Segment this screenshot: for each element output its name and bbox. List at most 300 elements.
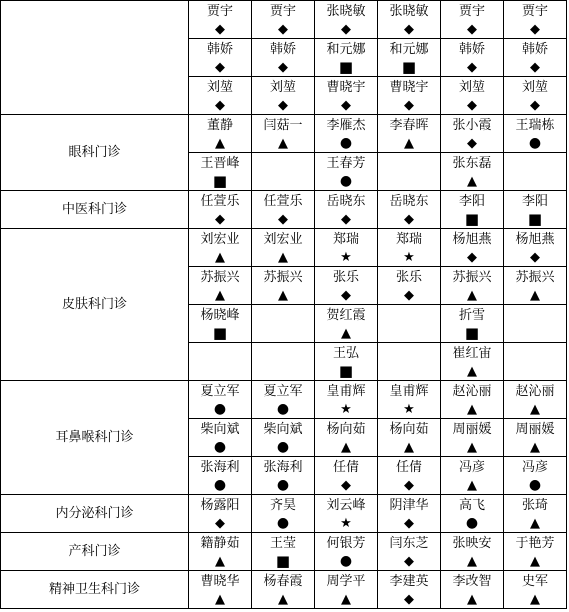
doctor-name: 李建英 (389, 574, 429, 589)
empty-icon (252, 363, 314, 380)
diamond-icon: ◆ (404, 516, 414, 531)
doctor-name: 苏振兴 (452, 270, 492, 285)
doctor-name: 王春芳 (326, 156, 366, 171)
doctor-name (504, 153, 566, 173)
triangle-icon: ▲ (404, 136, 414, 151)
doctor-cell (504, 495, 567, 533)
diamond-icon: ◆ (404, 554, 414, 569)
doctor-cell (378, 229, 441, 267)
empty-icon (378, 173, 440, 190)
doctor-name: 冯彦 (521, 460, 548, 475)
schedule-body (1, 1, 567, 609)
empty-icon (504, 363, 566, 380)
triangle-icon: ▲ (341, 326, 351, 341)
doctor-name: 周丽媛 (452, 422, 492, 437)
doctor-cell (378, 495, 441, 533)
doctor-cell (189, 77, 252, 115)
doctor-cell (441, 571, 504, 609)
doctor-cell (504, 533, 567, 571)
doctor-name: 韩娇 (458, 42, 485, 57)
doctor-name: 苏振兴 (515, 270, 555, 285)
doctor-cell (378, 571, 441, 609)
doctor-cell (378, 343, 441, 381)
doctor-cell (189, 115, 252, 153)
doctor-cell (504, 267, 567, 305)
doctor-name: 张晓敏 (326, 4, 366, 19)
triangle-icon: ▲ (341, 592, 351, 607)
doctor-name: 曹晓宇 (389, 80, 429, 95)
doctor-cell (504, 153, 567, 191)
circle-icon: ● (276, 477, 290, 493)
doctor-name: 皇甫辉 (326, 384, 366, 399)
doctor-name: 张乐 (332, 270, 359, 285)
diamond-icon: ◆ (530, 98, 540, 113)
doctor-cell (378, 381, 441, 419)
doctor-cell (252, 305, 315, 343)
diamond-icon: ◆ (278, 212, 288, 227)
doctor-cell (252, 191, 315, 229)
doctor-cell (378, 419, 441, 457)
doctor-cell (315, 267, 378, 305)
doctor-name: 任萱乐 (200, 194, 240, 209)
doctor-cell (315, 191, 378, 229)
doctor-name (378, 153, 440, 173)
doctor-cell (504, 1, 567, 39)
doctor-cell (315, 153, 378, 191)
triangle-icon: ▲ (278, 592, 288, 607)
square-icon: ■ (401, 58, 417, 76)
doctor-name: 夏立军 (200, 384, 240, 399)
diamond-icon: ◆ (341, 212, 351, 227)
doctor-cell (252, 39, 315, 77)
doctor-name: 任倩 (395, 460, 422, 475)
doctor-name: 张小霞 (452, 118, 492, 133)
triangle-icon: ▲ (530, 288, 540, 303)
doctor-cell (189, 343, 252, 381)
table-row (1, 1, 567, 39)
star-icon: ★ (340, 402, 352, 417)
doctor-cell (378, 1, 441, 39)
doctor-cell (315, 533, 378, 571)
doctor-cell (252, 343, 315, 381)
table-row (1, 495, 567, 533)
doctor-name: 郑瑞 (332, 232, 359, 247)
triangle-icon: ▲ (467, 174, 477, 189)
doctor-name: 杨晓峰 (200, 308, 240, 323)
diamond-icon: ◆ (467, 98, 477, 113)
diamond-icon: ◆ (530, 60, 540, 75)
diamond-icon: ◆ (341, 22, 351, 37)
doctor-name: 郑瑞 (395, 232, 422, 247)
triangle-icon: ▲ (278, 136, 288, 151)
square-icon: ■ (338, 58, 354, 76)
doctor-name: 李阳 (521, 194, 548, 209)
diamond-icon: ◆ (215, 60, 225, 75)
empty-icon (378, 363, 440, 380)
triangle-icon: ▲ (215, 250, 225, 265)
doctor-name: 张晓敏 (389, 4, 429, 19)
doctor-cell (504, 305, 567, 343)
diamond-icon: ◆ (467, 136, 477, 151)
square-icon: ■ (464, 210, 480, 228)
department-cell: 精神卫生科门诊 (1, 571, 189, 609)
circle-icon: ● (213, 439, 227, 455)
doctor-cell (441, 533, 504, 571)
table-row (1, 533, 567, 571)
circle-icon: ● (339, 135, 353, 151)
doctor-name: 李春晖 (389, 118, 429, 133)
circle-icon: ● (339, 553, 353, 569)
doctor-name: 阴津华 (389, 498, 429, 513)
doctor-cell (252, 153, 315, 191)
department-cell: 耳鼻喉科门诊 (1, 381, 189, 495)
doctor-name: 苏振兴 (263, 270, 303, 285)
doctor-cell (441, 115, 504, 153)
doctor-name: 籍静茹 (200, 536, 240, 551)
doctor-name: 崔红宙 (452, 346, 492, 361)
doctor-name: 岳晓东 (326, 194, 366, 209)
doctor-cell (378, 115, 441, 153)
department-cell: 内分泌科门诊 (1, 495, 189, 533)
doctor-name: 张琦 (521, 498, 548, 513)
doctor-cell (252, 457, 315, 495)
doctor-cell (315, 1, 378, 39)
doctor-cell (315, 115, 378, 153)
doctor-name: 周丽媛 (515, 422, 555, 437)
doctor-name: 高飞 (458, 498, 485, 513)
doctor-cell (315, 343, 378, 381)
doctor-cell (252, 229, 315, 267)
triangle-icon: ▲ (215, 288, 225, 303)
diamond-icon: ◆ (278, 22, 288, 37)
doctor-name: 闫菇一 (263, 118, 303, 133)
doctor-name: 刘堃 (269, 80, 296, 95)
doctor-cell (504, 115, 567, 153)
doctor-cell (315, 39, 378, 77)
doctor-cell (504, 343, 567, 381)
star-icon: ★ (340, 516, 352, 531)
doctor-cell (252, 419, 315, 457)
circle-icon: ● (528, 135, 542, 151)
doctor-name: 王弘 (332, 346, 359, 361)
table-row (1, 115, 567, 153)
triangle-icon: ▲ (215, 592, 225, 607)
doctor-name: 王瑞栋 (515, 118, 555, 133)
doctor-cell (315, 77, 378, 115)
doctor-name (504, 343, 566, 363)
diamond-icon: ◆ (404, 98, 414, 113)
doctor-name: 李阳 (458, 194, 485, 209)
doctor-name: 冯彦 (458, 460, 485, 475)
doctor-cell (189, 571, 252, 609)
triangle-icon: ▲ (215, 136, 225, 151)
doctor-cell (378, 305, 441, 343)
doctor-cell (504, 381, 567, 419)
doctor-cell (441, 267, 504, 305)
table-row (1, 381, 567, 419)
doctor-name: 赵沁丽 (515, 384, 555, 399)
doctor-name: 史军 (521, 574, 548, 589)
doctor-name: 杨旭燕 (452, 232, 492, 247)
diamond-icon: ◆ (341, 288, 351, 303)
triangle-icon: ▲ (530, 592, 540, 607)
circle-icon: ● (276, 515, 290, 531)
star-icon: ★ (340, 250, 352, 265)
doctor-cell (378, 39, 441, 77)
doctor-cell (441, 229, 504, 267)
doctor-cell (441, 305, 504, 343)
doctor-cell (189, 381, 252, 419)
doctor-cell (378, 533, 441, 571)
doctor-cell (378, 77, 441, 115)
diamond-icon: ◆ (215, 516, 225, 531)
doctor-name: 韩娇 (521, 42, 548, 57)
triangle-icon: ▲ (530, 554, 540, 569)
doctor-name: 刘宏业 (200, 232, 240, 247)
triangle-icon: ▲ (467, 288, 477, 303)
doctor-cell (504, 77, 567, 115)
doctor-name: 曹晓华 (200, 574, 240, 589)
doctor-name: 杨露阳 (200, 498, 240, 513)
doctor-cell (189, 153, 252, 191)
diamond-icon: ◆ (404, 478, 414, 493)
doctor-name (504, 305, 566, 325)
doctor-name: 刘堃 (521, 80, 548, 95)
triangle-icon: ▲ (467, 402, 477, 417)
circle-icon: ● (276, 439, 290, 455)
table-row (1, 571, 567, 609)
doctor-name: 柴向斌 (263, 422, 303, 437)
doctor-name: 刘宏业 (263, 232, 303, 247)
diamond-icon: ◆ (215, 22, 225, 37)
doctor-name: 任萱乐 (263, 194, 303, 209)
table-row (1, 191, 567, 229)
doctor-name: 李雁杰 (326, 118, 366, 133)
doctor-name: 董静 (206, 118, 233, 133)
doctor-cell (252, 115, 315, 153)
doctor-cell (252, 381, 315, 419)
diamond-icon: ◆ (215, 212, 225, 227)
doctor-cell (252, 267, 315, 305)
triangle-icon: ▲ (467, 554, 477, 569)
doctor-cell (441, 153, 504, 191)
doctor-name (378, 305, 440, 325)
doctor-name (378, 343, 440, 363)
circle-icon: ● (465, 515, 479, 531)
doctor-name: 杨旭燕 (515, 232, 555, 247)
doctor-cell (189, 457, 252, 495)
doctor-name: 贺红霞 (326, 308, 366, 323)
doctor-cell (189, 39, 252, 77)
doctor-name: 刘云峰 (326, 498, 366, 513)
doctor-cell (189, 267, 252, 305)
square-icon: ■ (212, 172, 228, 190)
diamond-icon: ◆ (404, 592, 414, 607)
empty-icon (252, 325, 314, 342)
doctor-name: 李改智 (452, 574, 492, 589)
diamond-icon: ◆ (404, 22, 414, 37)
doctor-name: 刘堃 (206, 80, 233, 95)
doctor-cell (504, 191, 567, 229)
doctor-name: 柴向斌 (200, 422, 240, 437)
doctor-cell (378, 267, 441, 305)
doctor-name (252, 343, 314, 363)
doctor-name (252, 305, 314, 325)
doctor-cell (504, 39, 567, 77)
doctor-name: 张映安 (452, 536, 492, 551)
diamond-icon: ◆ (530, 250, 540, 265)
triangle-icon: ▲ (530, 516, 540, 531)
star-icon: ★ (403, 402, 415, 417)
doctor-name: 何银芳 (326, 536, 366, 551)
triangle-icon: ▲ (278, 288, 288, 303)
doctor-cell (189, 229, 252, 267)
doctor-cell (315, 495, 378, 533)
doctor-name (252, 153, 314, 173)
department-cell: 产科门诊 (1, 533, 189, 571)
table-row (1, 229, 567, 267)
doctor-cell (378, 457, 441, 495)
doctor-name: 贾宇 (521, 4, 548, 19)
circle-icon: ● (528, 477, 542, 493)
doctor-name: 和元娜 (326, 42, 366, 57)
square-icon: ■ (464, 324, 480, 342)
doctor-name: 皇甫辉 (389, 384, 429, 399)
doctor-name: 岳晓东 (389, 194, 429, 209)
doctor-name: 周学平 (326, 574, 366, 589)
doctor-cell (441, 39, 504, 77)
department-cell: 皮肤科门诊 (1, 229, 189, 381)
doctor-name: 张乐 (395, 270, 422, 285)
diamond-icon: ◆ (530, 22, 540, 37)
diamond-icon: ◆ (215, 98, 225, 113)
doctor-name: 贾宇 (458, 4, 485, 19)
empty-icon (504, 173, 566, 190)
doctor-name: 张东磊 (452, 156, 492, 171)
doctor-cell (504, 571, 567, 609)
doctor-cell (189, 495, 252, 533)
doctor-cell (252, 77, 315, 115)
doctor-cell (504, 229, 567, 267)
square-icon: ■ (338, 362, 354, 380)
doctor-cell (441, 381, 504, 419)
doctor-name: 杨向茹 (389, 422, 429, 437)
doctor-name: 韩娇 (269, 42, 296, 57)
doctor-name: 和元娜 (389, 42, 429, 57)
diamond-icon: ◆ (278, 98, 288, 113)
triangle-icon: ▲ (467, 592, 477, 607)
triangle-icon: ▲ (467, 440, 477, 455)
doctor-name (189, 343, 251, 363)
doctor-cell (189, 533, 252, 571)
doctor-cell (315, 571, 378, 609)
doctor-name: 折雪 (458, 308, 485, 323)
empty-icon (189, 363, 251, 380)
doctor-cell (441, 343, 504, 381)
doctor-name: 于艳芳 (515, 536, 555, 551)
doctor-name: 王晋峰 (200, 156, 240, 171)
doctor-cell (189, 305, 252, 343)
diamond-icon: ◆ (467, 22, 477, 37)
doctor-cell (189, 191, 252, 229)
square-icon: ■ (275, 552, 291, 570)
doctor-cell (378, 153, 441, 191)
doctor-cell (252, 571, 315, 609)
triangle-icon: ▲ (404, 440, 414, 455)
doctor-cell (441, 457, 504, 495)
diamond-icon: ◆ (341, 98, 351, 113)
doctor-name: 杨向茹 (326, 422, 366, 437)
doctor-cell (315, 457, 378, 495)
doctor-name: 张海利 (263, 460, 303, 475)
doctor-cell (441, 77, 504, 115)
doctor-name: 韩娇 (206, 42, 233, 57)
doctor-cell (441, 1, 504, 39)
doctor-cell (315, 229, 378, 267)
doctor-cell (441, 191, 504, 229)
doctor-name: 张海利 (200, 460, 240, 475)
triangle-icon: ▲ (467, 364, 477, 379)
department-cell (1, 1, 189, 115)
doctor-cell (189, 1, 252, 39)
triangle-icon: ▲ (467, 478, 477, 493)
doctor-cell (315, 419, 378, 457)
doctor-cell (315, 305, 378, 343)
doctor-cell (315, 381, 378, 419)
diamond-icon: ◆ (404, 288, 414, 303)
doctor-name: 夏立军 (263, 384, 303, 399)
circle-icon: ● (276, 401, 290, 417)
doctor-cell (252, 1, 315, 39)
doctor-name: 任倩 (332, 460, 359, 475)
triangle-icon: ▲ (278, 250, 288, 265)
doctor-cell (252, 533, 315, 571)
diamond-icon: ◆ (404, 212, 414, 227)
diamond-icon: ◆ (341, 478, 351, 493)
doctor-cell (504, 419, 567, 457)
doctor-name: 刘堃 (458, 80, 485, 95)
diamond-icon: ◆ (467, 60, 477, 75)
triangle-icon: ▲ (530, 440, 540, 455)
doctor-cell (378, 191, 441, 229)
doctor-name: 齐昊 (269, 498, 296, 513)
doctor-name: 苏振兴 (200, 270, 240, 285)
doctor-name: 赵沁丽 (452, 384, 492, 399)
empty-icon (252, 173, 314, 190)
empty-icon (378, 325, 440, 342)
department-cell: 中医科门诊 (1, 191, 189, 229)
triangle-icon: ▲ (341, 440, 351, 455)
circle-icon: ● (213, 401, 227, 417)
square-icon: ■ (212, 324, 228, 342)
star-icon: ★ (403, 250, 415, 265)
square-icon: ■ (527, 210, 543, 228)
doctor-cell (504, 457, 567, 495)
diamond-icon: ◆ (467, 250, 477, 265)
doctor-name: 闫东芝 (389, 536, 429, 551)
department-cell: 眼科门诊 (1, 115, 189, 191)
doctor-cell (441, 419, 504, 457)
circle-icon: ● (213, 477, 227, 493)
triangle-icon: ▲ (530, 402, 540, 417)
triangle-icon: ▲ (215, 554, 225, 569)
doctor-cell (189, 419, 252, 457)
doctor-name: 贾宇 (269, 4, 296, 19)
doctor-name: 贾宇 (206, 4, 233, 19)
doctor-name: 曹晓宇 (326, 80, 366, 95)
diamond-icon: ◆ (278, 60, 288, 75)
doctor-name: 杨春霞 (263, 574, 303, 589)
